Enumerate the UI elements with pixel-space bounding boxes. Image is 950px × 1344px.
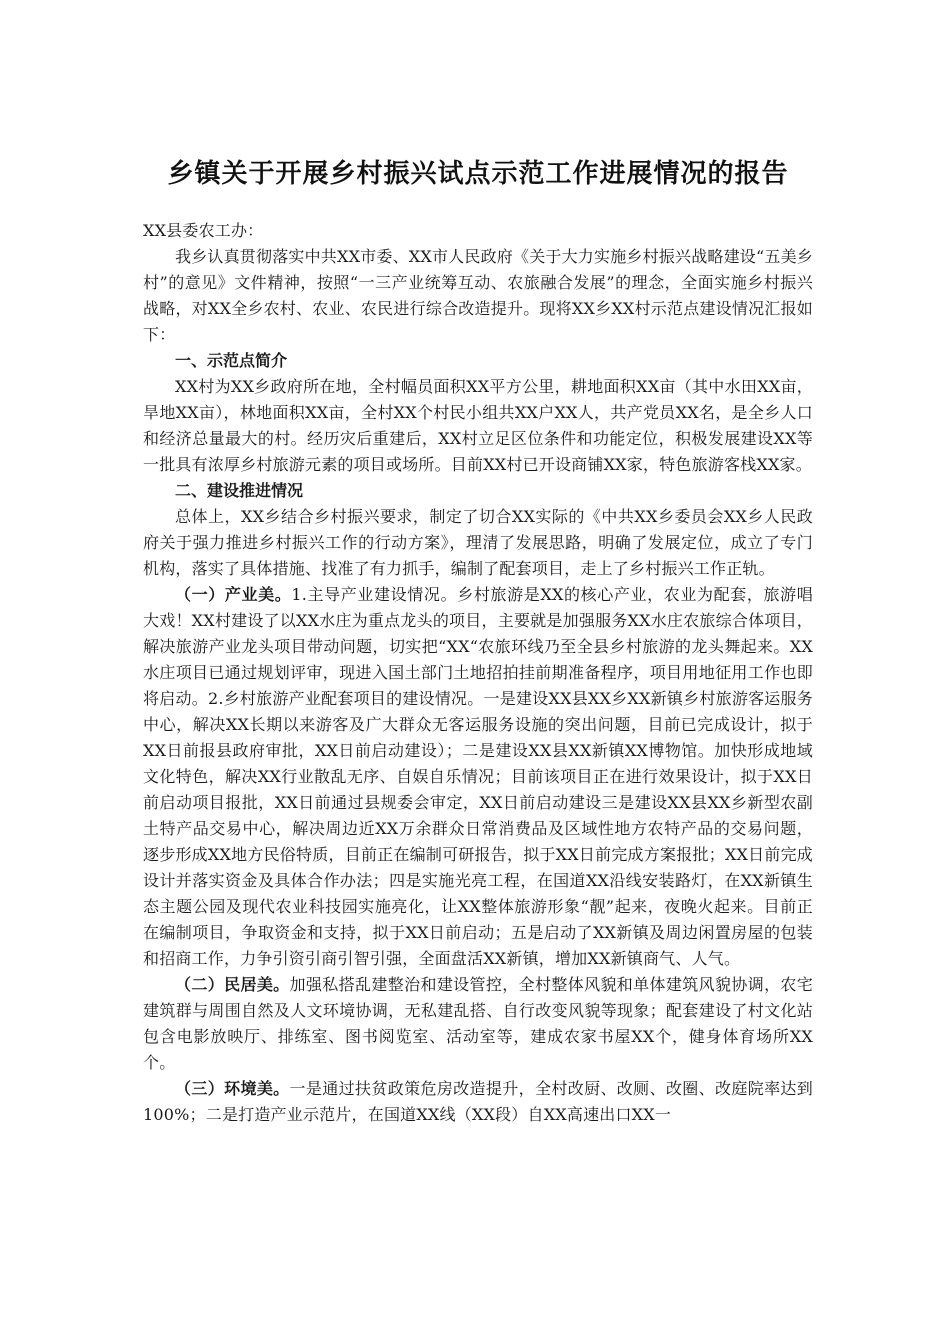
environment-paragraph bbox=[143, 1076, 813, 1128]
intro-paragraph: 我乡认真贯彻落实中共XX市委、XX市人民政府《关于大力实施乡村振兴战略建设“五美乡村”的意见》文件精神，按照“一三产业统筹互动、农旅融合发展”的理念，全面实施乡村振兴战略，对XX全乡农村、农业、农民进行综合改造提升。现将XX乡XX村示范点建设情况汇报如下： bbox=[143, 247, 813, 344]
section-heading-1: 一、示范点简介 bbox=[175, 351, 288, 370]
section-heading-2: 二、建设推进情况 bbox=[175, 481, 304, 500]
document-title: 乡镇关于开展乡村振兴试点示范工作进展情况的报告 bbox=[167, 159, 789, 189]
housing-paragraph bbox=[143, 972, 813, 1076]
industry-paragraph bbox=[143, 582, 813, 972]
industry-body: 1.主导产业建设情况。乡村旅游是XX的核心产业，农业为配套，旅游唱大戏！XX村建设了以XX水庄为重点龙头的项目，主要就是加强服务XX水庄农旅综合体项目，解决旅游产业龙头项目带动问题，切实把“XX“农旅环线乃至全县乡村旅游的龙头舞起来。XX水庄项目已通过规划评审，现进入国土部门土地招拍挂前期准备程序，项目用地征用工作也即将启动。2.乡村旅游产业配套项目的建设情况。一是建设XX县XX乡XX新镇乡村旅游客运服务中心，解决XX长期以来游客及广大群众无客运服务设施的突出问题，目前已完成设计，拟于XX日前报县政府审批，XX日前启动建设）；二是建设XX县XX新镇XX博物馆。加快形成地域文化特色，解决XX行业散乱无序、自娱自乐情况；目前该项目正在进行效果设计，拟于XX日前启动项目报批，XX日前通过县规委会审定，XX日前启动建设三是建设XX县XX乡新型农副土特产品交易中心，解决周边近XX万余群众日常消费品及区域性地方农特产品的交易问题，逐步形成XX地方民俗特质，目前正在编制可研报告，拟于XX日前完成方案报批；XX日前完成设计并落实资金及具体合作办法；四是实施光亮工程，在国道XX沿线安装路灯，在XX新镇生态主题公园及现代农业科技园实施亮化，让XX整体旅游形象“靓”起来，夜晚火起来。目前正在编制项目，争取资金和支持，拟于XX日前启动；五是启动了XX新镇及周边闲置房屋的包装和招商工作，力争引资引商引智引强，全面盘活XX新镇，增加XX新镇商气、人气。 bbox=[143, 585, 813, 968]
housing-lead: （二）民居美。 bbox=[175, 975, 290, 994]
industry-lead: （一）产业美。 bbox=[175, 585, 292, 604]
environment-lead: （三）环境美。 bbox=[175, 1079, 290, 1098]
section-1-paragraph: XX村为XX乡政府所在地，全村幅员面积XX平方公里，耕地面积XX亩（其中水田XX亩，旱地XX亩），林地面积XX亩，全村XX个村民小组共XX户XX人，共产党员XX名，是全乡人口和经济总量最大的村。经历灾后重建后，XX村立足区位条件和功能定位，积极发展建设XX等一批具有浓厚乡村旅游元素的项目或场所。目前XX村已开设商铺XX家，特色旅游客栈XX家。 bbox=[143, 377, 813, 474]
section-2-overview-paragraph: 总体上，XX乡结合乡村振兴要求，制定了切合XX实际的《中共XX乡委员会XX乡人民政府关于强力推进乡村振兴工作的行动方案》，理清了发展思路，明确了发展定位，成立了专门机构，落实了具体措施、找准了有力抓手，编制了配套项目，走上了乡村振兴工作正轨。 bbox=[143, 507, 813, 578]
environment-body: 一是通过扶贫政策危房改造提升，全村改厨、改厕、改圈、改庭院率达到100%；二是打造产业示范片，在国道XX线（XX段）自XX高速出口XX一 bbox=[143, 1079, 813, 1124]
document-page bbox=[143, 150, 813, 1128]
housing-body: 加强私搭乱建整治和建设管控，全村整体风貌和单体建筑风貌协调，农宅建筑群与周围自然及人文环境协调，无私建乱搭、自行改变风貌等现象；配套建设了村文化站包含电影放映厅、排练室、图书阅览室、活动室等，建成农家书屋XX个，健身体育场所XX个。 bbox=[143, 975, 813, 1072]
recipient-line: XX县委农工办： bbox=[143, 221, 264, 240]
